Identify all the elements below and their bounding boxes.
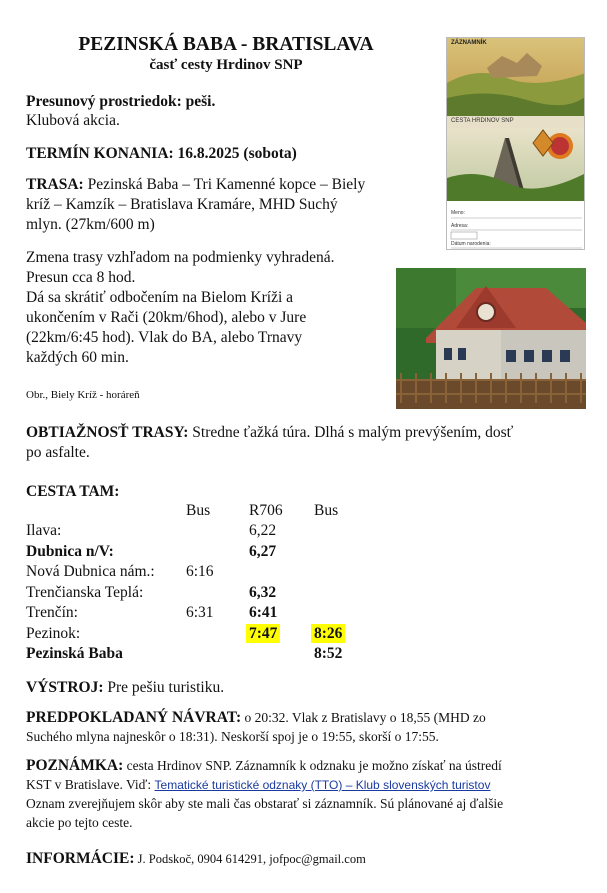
timetable-train-time: 6:41	[249, 604, 278, 621]
hut-illustration	[396, 268, 586, 409]
poznamka-line-4: akcie po tejto ceste.	[26, 815, 133, 830]
photo-caption: Obr., Biely Kríž - horáreň	[26, 389, 140, 401]
timetable-stop: Trenčín:	[26, 604, 78, 621]
page-subtitle: časť cesty Hrdinov SNP	[149, 57, 303, 73]
column-header-train: R706	[249, 502, 283, 519]
timetable-stop: Trenčianska Teplá:	[26, 583, 144, 601]
poznamka-text-1: cesta Hrdinov SNP. Záznamník k odznaku je možno získať na ústredí	[123, 758, 502, 773]
informacie-label: INFORMÁCIE:	[26, 850, 135, 867]
page-title: PEZINSKÁ BABA - BRATISLAVA	[78, 34, 374, 55]
notes-line-4: ukončením v Rači (20km/6hod), alebo v Jure	[26, 309, 307, 326]
notes-line-1: Zmena trasy vzhľadom na podmienky vyhradená.	[26, 249, 335, 266]
zaznamnik-card-image	[446, 37, 585, 250]
card-field-birth: Dátum narodenia:	[451, 241, 491, 247]
timetable-stop: Pezinská Baba	[26, 645, 123, 662]
trasa-text-1: Pezinská Baba – Tri Kamenné kopce – Biely	[83, 176, 366, 193]
trasa-line-3: mlyn. (27km/600 m)	[26, 216, 155, 233]
cesta-tam-heading: CESTA TAM:	[26, 483, 120, 500]
timetable-stop: Nová Dubnica nám.:	[26, 563, 155, 580]
timetable-train-time: 7:47	[246, 624, 280, 644]
timetable-stop: Pezinok:	[26, 624, 81, 642]
timetable-stop: Dubnica n/V:	[26, 542, 114, 560]
informacie-line	[26, 849, 366, 869]
vystroj-text: Pre pešiu turistiku.	[103, 679, 225, 696]
trasa-line-2: kríž – Kamzík – Bratislava Kramáre, MHD Suchý	[26, 196, 338, 213]
navrat-line-2: Suchého mlyna najneskôr o 18:31). Neskorší spoj je o 19:55, skorší o 17:55.	[26, 729, 439, 744]
obtiaznost-label: OBTIAŽNOSŤ TRASY:	[26, 424, 189, 441]
obtiaznost-line-1	[26, 423, 513, 443]
navrat-text-1: o 20:32. Vlak z Bratislavy o 18,55 (MHD zo	[241, 710, 486, 725]
trasa-label: TRASA:	[26, 176, 84, 193]
poznamka-line-2	[26, 775, 490, 795]
poznamka-line-1	[26, 756, 502, 775]
card-field-address: Adresa:	[451, 223, 469, 229]
timetable-bus1-time: 6:31	[186, 604, 214, 621]
timetable-bus2-time: 8:52	[314, 645, 343, 662]
notes-line-2: Presun cca 8 hod.	[26, 269, 136, 286]
poznamka-line-3: Oznam zverejňujem skôr aby ste mali čas obstarať si záznamník. Sú plánované aj ďalšie	[26, 796, 504, 811]
timetable-bus1-time: 6:16	[186, 563, 214, 580]
presun-label: Presunový prostriedok: peši.	[26, 93, 216, 110]
presun-text: Klubová akcia.	[26, 112, 120, 129]
obtiaznost-text-1: Stredne ťažká túra. Dlhá s malým prevýšením, dosť	[188, 424, 514, 441]
card-title: ZÁZNAMNÍK	[451, 40, 487, 46]
poznamka-label: POZNÁMKA:	[26, 757, 124, 774]
column-header-bus-2: Bus	[314, 502, 339, 519]
poznamka-text-2: KST v Bratislave. Viď:	[26, 777, 155, 792]
timetable-stop: Ilava:	[26, 522, 62, 539]
card-band: CESTA HRDINOV SNP	[451, 118, 514, 124]
card-field-name: Meno:	[451, 210, 465, 216]
column-header-bus-1: Bus	[186, 502, 211, 519]
notes-line-6: každých 60 min.	[26, 349, 129, 366]
obtiaznost-line-2: po asfalte.	[26, 444, 90, 461]
card-illustration	[447, 38, 585, 250]
vystroj-line	[26, 678, 224, 698]
trasa-line-1	[26, 175, 365, 195]
timetable-train-time: 6,22	[249, 522, 277, 539]
tto-link[interactable]: Tematické turistické odznaky (TTO) – Klub slovenských turistov	[154, 778, 491, 792]
notes-line-3: Dá sa skrátiť odbočením na Bielom Kríži a	[26, 289, 294, 306]
termin-heading: TERMÍN KONANIA: 16.8.2025 (sobota)	[26, 145, 297, 162]
vystroj-label: VÝSTROJ:	[26, 679, 104, 696]
biely-kriz-hut-photo	[396, 268, 586, 409]
timetable-train-time: 6,32	[249, 583, 277, 601]
timetable-bus2-time: 8:26	[311, 624, 345, 644]
notes-line-5: (22km/6:45 hod). Vlak do BA, alebo Trnavy	[26, 329, 303, 346]
timetable-train-time: 6,27	[249, 542, 277, 560]
navrat-line-1	[26, 708, 486, 727]
navrat-label: PREDPOKLADANÝ NÁVRAT:	[26, 709, 242, 726]
informacie-text: J. Podskoč, 0904 614291, jofpoc@gmail.com	[134, 852, 366, 866]
